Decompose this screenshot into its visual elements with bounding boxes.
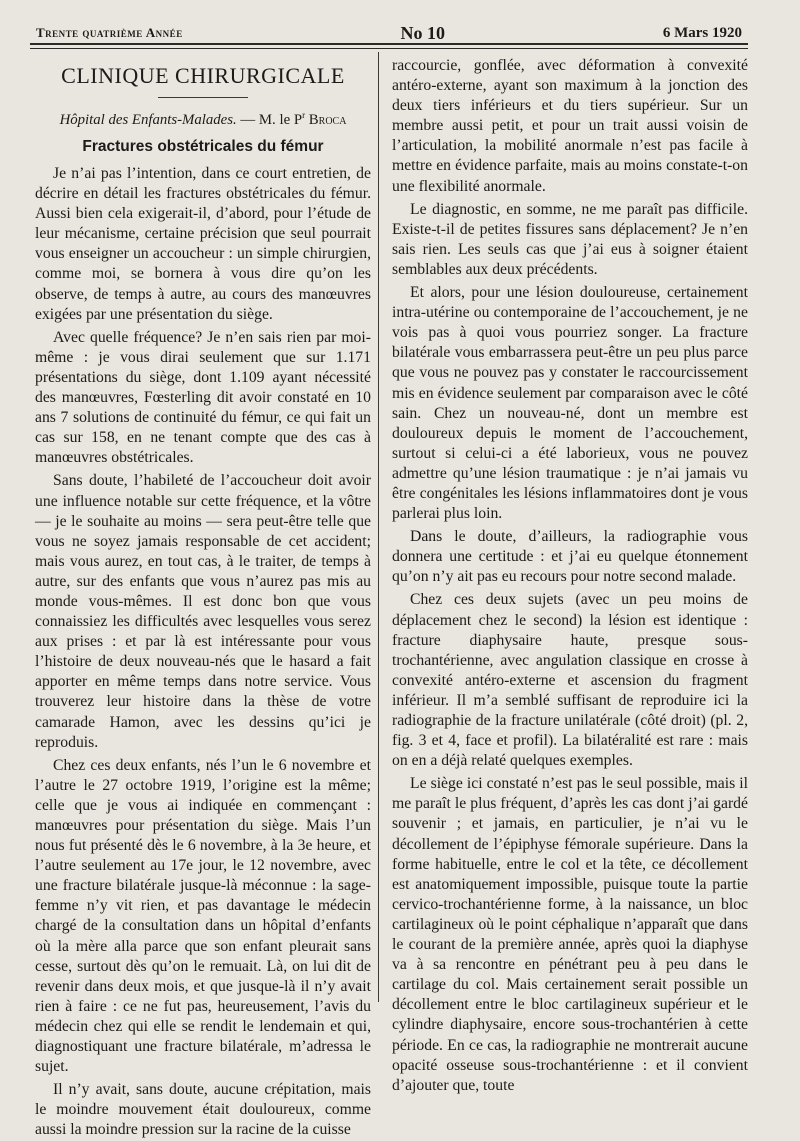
paragraph: Je n’ai pas l’intention, dans ce court entretien, de décrire en détail les fractures obstétricales du fémur. Aussi bien cela exigerait-il, d’abord, pour l’étude de leur mécanisme, certaine précision que seul pourrait vous enseigner un accoucheur : un simple chirurgien, comme moi, se bornera à vous dire qu’on les observe, de temps à autre, au cours des manœuvres exigées par une présentation du siège. (35, 165, 371, 323)
paragraph: Dans le doute, d’ailleurs, la radiographie vous donnera une certitude : et j’ai eu quelque étonnement qu’on n’y ait pas eu recours pour notre second malade. (392, 528, 748, 586)
header-date: 6 Mars 1920 (662, 24, 742, 41)
author-prefix: — M. le P (240, 112, 303, 128)
section-title: CLINIQUE CHIRURGICALE (61, 63, 345, 88)
header-rule (30, 43, 748, 49)
paragraph: Avec quelle fréquence? Je n’en sais rien par moi-même : je vous dirai seulement que sur 1.171 présentations du siège, dont 1.109 ayant nécessité des manœuvres, Fœsterling dit avoir constaté en 10 ans 7 solutions de continuité du fémur, ce qui fait un cas sur 158, en ne tenant compte que des cas à manœuvres obstétricales. (35, 328, 371, 467)
header-issue-number: No 10 (400, 22, 446, 43)
paragraph: Chez ces deux enfants, nés l’un le 6 novembre et l’autre le 27 octobre 1919, l’origine est la même; celle que je vous ai indiquée en commençant : manœuvres pour présentation du siège. Mais l’un nous fut présenté dès le 6 novembre, à la 3e heure, et l’autre seulement au 17e jour, le 12 novembre, avec une fracture bilatérale jusque-là méconnue : la sage-femme n’y vit rien, et pas davantage le médecin chargé de la consultation dans un hôpital d’enfants où la mère alla parce que son enfant pleurait sans cesse, surtout dès qu’on le remuait. Là, on lui dit de revenir dans deux mois, et que jusque-là il n’y avait rien à faire : ce ne fut pas, heureusement, l’avis du médecin chez qui elle se rendit le lendemain et qui, diagnostiquant une fracture bilatérale, m’adressa le sujet. (35, 756, 371, 1076)
author-name: Broca (308, 112, 347, 128)
right-column (392, 56, 748, 1096)
left-column (35, 58, 371, 1141)
paragraph: Le siège ici constaté n’est pas le seul possible, mais il me paraît le plus fréquent, d’après les cas dont j’ai gardé souvenir ; et jamais, en particulier, je n’ai vu le décollement de l’épiphyse fémorale supérieure. Dans la forme habituelle, entre le col et la tête, ce décollement est anatomiquement impossible, puisque toute la partie cervico-trochantérienne forme, à la naissance, un bloc cartilagineux où le point céphalique n’apparaît que dans le courant de la première année, après quoi la diaphyse va à sa rencontre en pénétrant peu à peu dans le cartilage du col. Mais certainement serait possible un décollement entre le bloc cartilagineux supérieur et le cylindre diaphysaire, encore sous-trochantérien à cette période. En ce cas, la radiographie ne montrerait aucune opacité osseuse sous-trochantérienne : et il convient d’ajouter que, toute (392, 775, 748, 1094)
author-title-sup: r (302, 110, 306, 121)
paragraph: Il n’y avait, sans doute, aucune crépitation, mais le moindre mouvement était douloureux, comme aussi la moindre pression sur la racine de la cuisse (35, 1081, 371, 1139)
title-rule (158, 97, 248, 98)
hospital-name: Hôpital des Enfants-Malades. (59, 112, 237, 128)
paragraph: Et alors, pour une lésion douloureuse, certainement intra-utérine ou contemporaine de l’accouchement, je ne vois pas à quoi vous pourriez songer. La fracture bilatérale vous embarrassera peut-être un peu plus parce que vous ne pouvez pas y constater le raccourcissement mis en évidence seulement par comparaison avec le côté sain. Chez un nouveau-né, dont un membre est douloureux depuis le moment de l’accouchement, surtout si celui-ci a été laborieux, vous ne pouvez admettre qu’une lésion traumatique : je n’ai jamais vu être congénitales les lésions inflammatoires dont je vous parlerai plus loin. (392, 284, 748, 523)
paragraph: Le diagnostic, en somme, ne me paraît pas difficile. Existe-t-il de petites fissures sans déplacement? Je n’en sais rien. Les seuls cas que j’ai eus à soigner étaient semblables aux deux précédents. (392, 200, 748, 278)
header-year: Trente quatrième Année (36, 25, 183, 40)
paragraph: Sans doute, l’habileté de l’accoucheur doit avoir une influence notable sur cette fréquence, et la vôtre — je le souhaite au moins — sera peut-être telle que vous ne soyez jamais responsable de cet accident; mais vous aurez, en tout cas, à le traiter, de temps à autre, sur des enfants que vous n’aurez pas mis au monde vous-mêmes. Il est donc bon que vous connaissiez les difficultés avec lesquelles vous serez aux prises : et par là est intéressante pour vous l’histoire de deux nouveau-nés que le hasard a fait apporter en même temps dans notre service. Vous trouverez leur histoire dans la thèse de votre camarade Hamon, avec les dessins qu’ici je reproduis. (35, 472, 371, 751)
hospital-line (35, 110, 371, 130)
paragraph: Chez ces deux sujets (avec un peu moins de déplacement chez le second) la lésion est identique : fracture diaphysaire haute, presque sous-trochantérienne, avec angulation classique en crosse à convexité antéro-externe et ascension du fragment inférieur. Il m’a semblé suffisant de reproduire ici la radiographie de la fracture unilatérale (côté droit) (pl. 2, fig. 3 et 4, face et profil). La bilatéralité est rare : mais on en a déjà relaté quelques exemples. (392, 591, 748, 770)
paragraph: raccourcie, gonflée, avec déformation à convexité antéro-externe, ayant son maximum à la jonction des deux tiers inférieurs et du tiers supérieur. Sur un membre aussi petit, et pour un trait aussi voisin de l’articulation, la mobilité anormale n’est pas facile à mettre en évidence parfaite, mais au moins constate-t-on une flexibilité anormale. (392, 57, 748, 195)
column-divider (378, 52, 379, 1002)
article-title: Fractures obstétricales du fémur (82, 138, 324, 155)
